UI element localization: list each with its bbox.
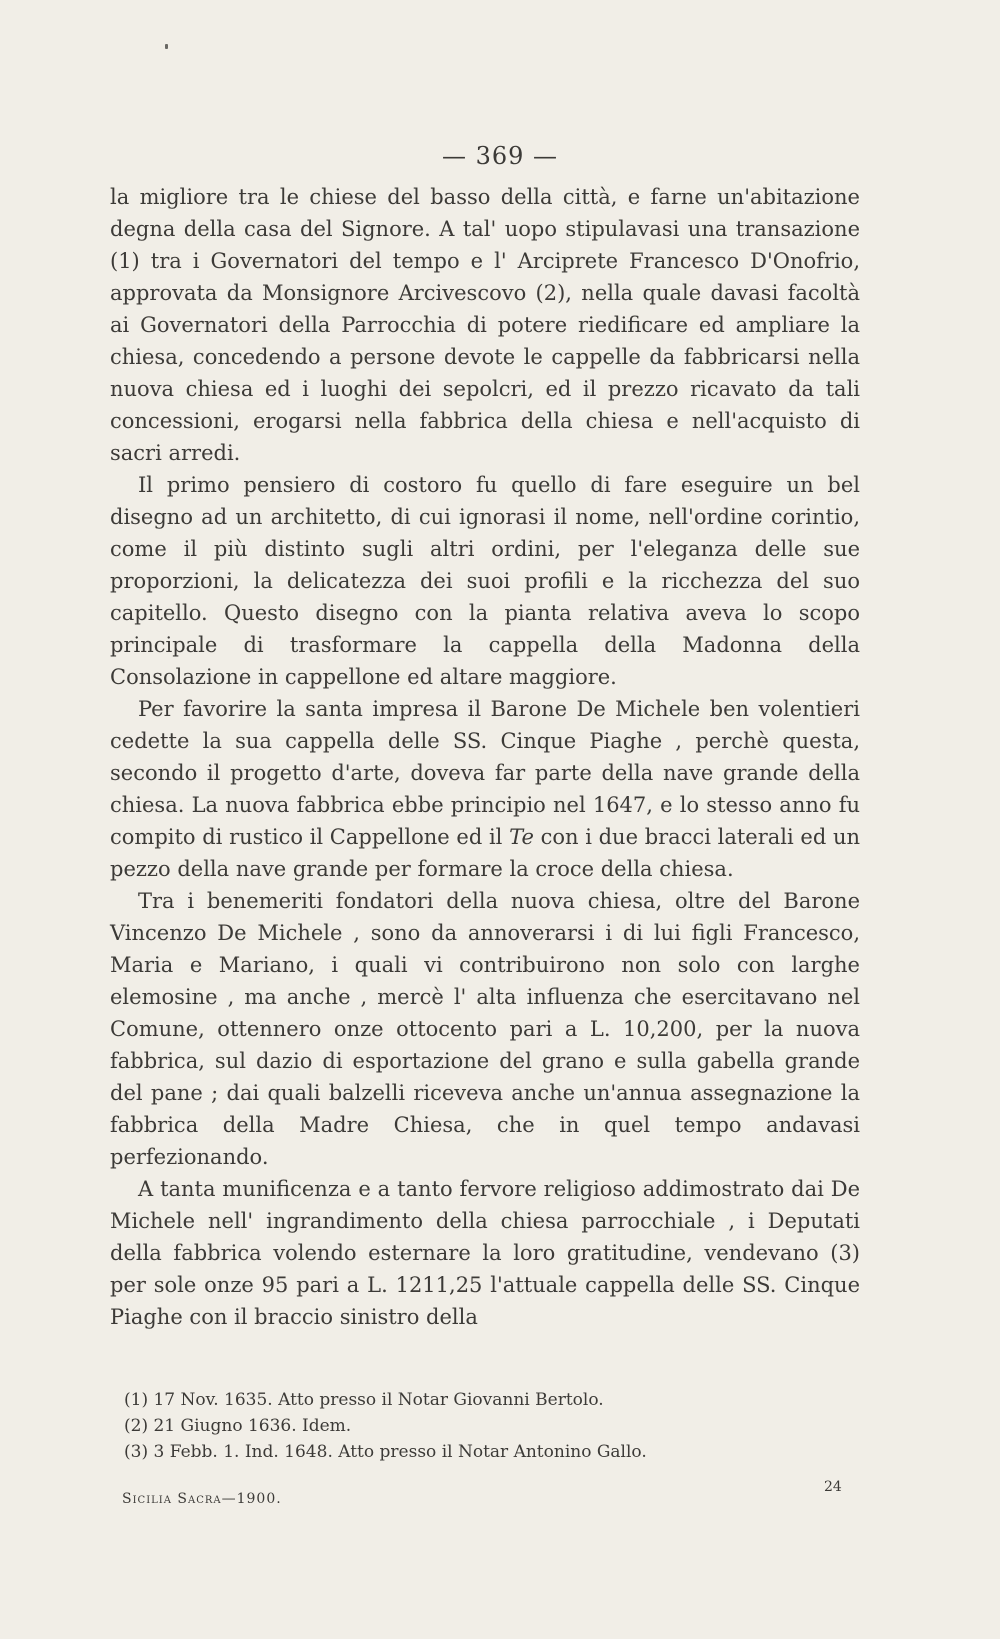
footnote-1: (1) 17 Nov. 1635. Atto presso il Notar Giovanni Bertolo. xyxy=(124,1390,604,1410)
footnote-2: (2) 21 Giugno 1636. Idem. xyxy=(124,1416,352,1436)
paragraph-3-text-start: Per favorire la santa impresa il Barone De Michele ben volentieri cedette la sua cappella delle SS. Cinque Piaghe , perchè questa, secondo il progetto d'arte, doveva far parte della nave grande della chiesa. La nuova fabbrica ebbe principio nel 1647, e lo stesso anno fu compito di rustico il Cappellone ed il xyxy=(110,697,860,849)
paragraph-5: A tanta munificenza e a tanto fervore religioso addimostrato dai De Michele nell' ingrandimento della chiesa parrocchiale , i Deputati della fabbrica volendo esternare la loro gratitudine, vendevano (3) per sole onze 95 pari a L. 1211,25 l'attuale cappella delle SS. Cinque Piaghe con il braccio sinistro della xyxy=(110,1177,860,1329)
page-number: — 369 — xyxy=(441,142,559,170)
paragraph-3-text-end: con i due bracci laterali ed un pezzo della nave grande per formare la croce della chiesa. xyxy=(110,825,860,881)
paragraph-1: la migliore tra le chiese del basso della città, e farne un'abitazione degna della casa del Signore. A tal' uopo stipulavasi una transazione (1) tra i Governatori del tempo e l' Arciprete Francesco D'Onofrio, approvata da Monsignore Arcivescovo (2), nella quale davasi facoltà ai Governatori della Parrocchia di potere riedificare ed ampliare la chiesa, concedendo a persone devote le cappelle da fabbricarsi nella nuova chiesa ed i luoghi dei sepolcri, ed il prezzo ricavato da tali concessioni, erogarsi nella fabbrica della chiesa e nell'acquisto di sacri arredi. xyxy=(110,185,860,465)
signature-line: Sicilia Sacra—1900. xyxy=(122,1491,282,1507)
signature-mark: 24 xyxy=(824,1479,842,1495)
paragraph-4: Tra i benemeriti fondatori della nuova chiesa, oltre del Barone Vincenzo De Michele , sono da annoverarsi i di lui figli Francesco, Maria e Mariano, i quali vi contribuirono non solo con larghe elemosine , ma anche , mercè l' alta influenza che esercitavano nel Comune, ottennero onze ottocento pari a L. 10,200, per la nuova fabbrica, sul dazio di esportazione del grano e sulla gabella grande del pane ; dai quali balzelli riceveva anche un'annua assegnazione la fabbrica della Madre Chiesa, che in quel tempo andavasi perfezionando. xyxy=(110,889,860,1169)
footnotes xyxy=(124,1387,824,1465)
paragraph-3-italic-term: Te xyxy=(509,825,534,849)
paragraph-3 xyxy=(110,693,860,885)
footnote-3: (3) 3 Febb. 1. Ind. 1648. Atto presso il Notar Antonino Gallo. xyxy=(124,1442,647,1462)
paragraph-2: Il primo pensiero di costoro fu quello di fare eseguire un bel disegno ad un architetto, di cui ignorasi il nome, nell'ordine corintio, come il più distinto sugli altri ordini, per l'eleganza delle sue proporzioni, la delicatezza dei suoi profili e la ricchezza del suo capitello. Questo disegno con la pianta relativa aveva lo scopo principale di trasformare la cappella della Madonna della Consolazione in cappellone ed altare maggiore. xyxy=(110,473,860,689)
ink-speck xyxy=(165,44,168,49)
body-text xyxy=(110,181,860,1333)
